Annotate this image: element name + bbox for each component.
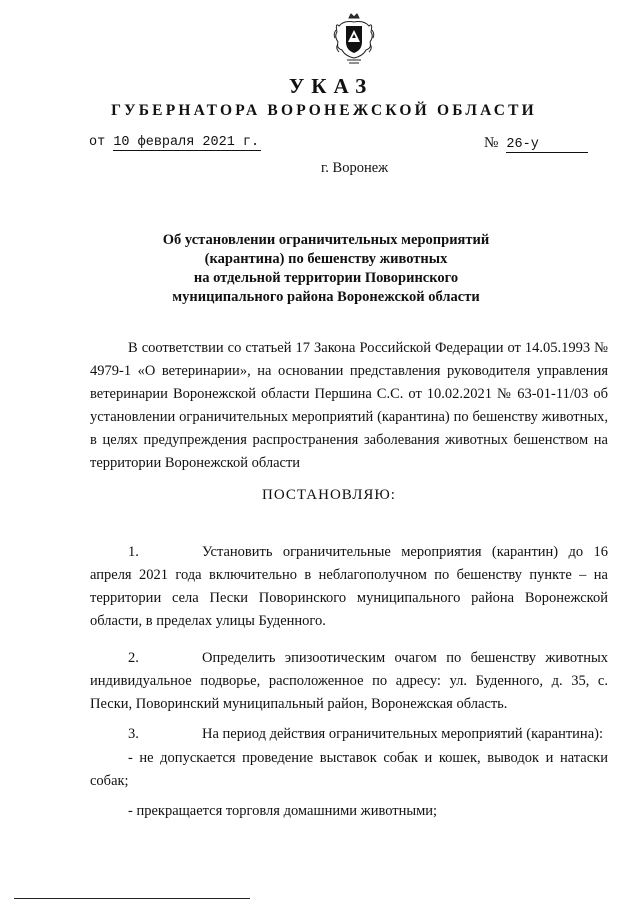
item-text: На период действия ограничительных мероприятий (карантина):	[202, 726, 603, 742]
coat-of-arms-icon	[331, 12, 377, 66]
item-3	[90, 723, 608, 746]
subject-line: Об установлении ограничительных мероприятий	[162, 232, 490, 248]
bullet-item: - не допускается проведение выставок собак и кошек, выводок и натаски собак;	[90, 750, 608, 789]
item-1	[90, 541, 608, 633]
number-value: 26-у	[506, 137, 588, 153]
document-subject	[0, 231, 640, 307]
decree-word: ПОСТАНОВЛЯЮ:	[262, 487, 396, 503]
item-number: 3.	[128, 726, 139, 742]
document-issuer: ГУБЕРНАТОРА ВОРОНЕЖСКОЙ ОБЛАСТИ	[111, 102, 537, 119]
document-title: УКАЗ	[288, 74, 374, 98]
item-2	[90, 647, 608, 716]
document-date	[89, 135, 261, 151]
footer-divider	[14, 898, 250, 899]
date-value: 10 февраля 2021 г.	[113, 135, 260, 150]
subject-line: (карантина) по бешенству животных	[204, 251, 448, 267]
number-sign: №	[484, 135, 499, 151]
date-prefix: от	[89, 135, 106, 150]
item-number: 1.	[128, 544, 139, 560]
document-number	[484, 135, 588, 153]
subject-line: на отдельной территории Поворинского	[193, 270, 459, 286]
subject-line: муниципального района Воронежской области	[172, 289, 480, 305]
item-number: 2.	[128, 650, 139, 666]
item-text: Определить эпизоотическим очагом по бешенству животных индивидуальное подворье, расположенное по адресу: ул. Буденного, д. 35, с. Пески, Поворинский муниципальный район, Воронежская область.	[90, 650, 608, 712]
bullet-item: - прекращается торговля домашними животными;	[128, 803, 438, 819]
document-city: г. Воронеж	[321, 160, 389, 176]
item-text: Установить ограничительные мероприятия (карантин) до 16 апреля 2021 года включительно в неблагополучном по бешенству пункте – на территории села Пески Поворинского муниципального района Воронежской области, в пределах улицы Буденного.	[90, 544, 608, 629]
preamble-paragraph: В соответствии со статьей 17 Закона Российской Федерации от 14.05.1993 № 4979-1 «О ветеринарии», на основании представления руководителя управления ветеринарии Воронежской области Першина С.С. от 10.02.2021 № 63-01-11/03 об установлении ограничительных мероприятий (карантина) по бешенству животных, в целях предупреждения распространения заболевания животных бешенством на территории Воронежской области	[90, 340, 608, 471]
